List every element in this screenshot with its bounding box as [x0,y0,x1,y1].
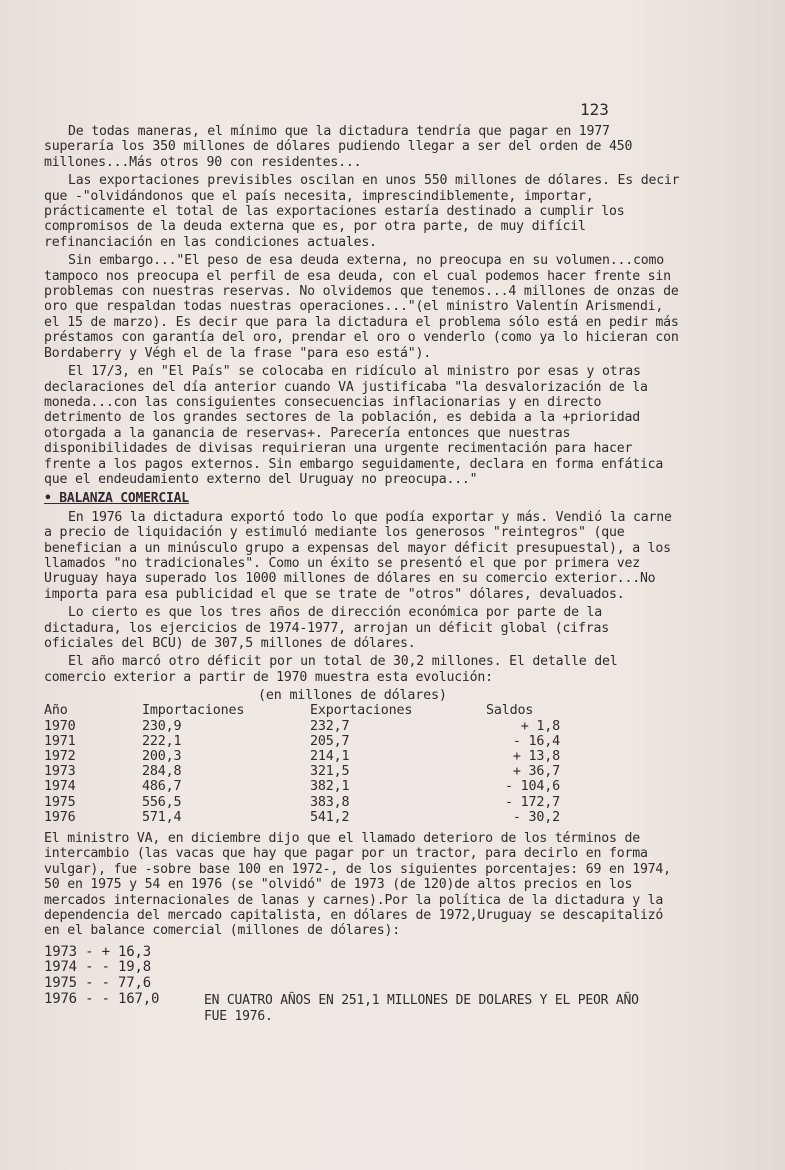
header-year: Año [44,703,68,719]
cell-imports: 200,3 [142,749,182,765]
cell-exports: 541,2 [310,809,350,825]
balance-item: 1973 - + 16,3 [44,943,151,960]
cell-imports: 556,5 [142,794,182,810]
cell-exports: 214,1 [310,749,350,765]
cell-balance: + 13,8 [512,749,560,765]
header-imports: Importaciones [142,703,245,719]
cell-imports: 222,1 [142,733,182,749]
table-row [44,810,684,825]
paragraph-2: Las exportaciones previsibles oscilan en unos 550 millones de dólares. Es decir que -"olvidándonos que el país necesita, imprescindiblemente, importar, prácticamente el total de las exportaciones estaría destinado a cumplir los compromisos de la deuda externa que es, por otra parte, de muy difícil refinanciación en las condiciones actuales. [44,173,680,250]
table-row [44,764,684,779]
page-number: 123 [580,100,609,119]
cell-imports: 230,9 [142,718,182,734]
cell-year: 1974 [44,779,76,795]
cell-balance: + 36,7 [512,764,560,780]
table-row [44,779,684,794]
cell-balance: + 1,8 [520,718,560,734]
cell-year: 1975 [44,794,76,810]
cell-exports: 232,7 [310,718,350,734]
paragraph-1: De todas maneras, el mínimo que la dictadura tendría que pagar en 1977 superaría los 350 millones de dólares pudiendo llegar a ser del orden de 450 millones...Más otros 90 con residentes... [44,124,633,170]
cell-exports: 205,7 [310,733,350,749]
cell-balance: - 172,7 [504,794,560,810]
table-row [44,749,684,764]
balance-list [44,945,684,1024]
cell-year: 1972 [44,749,76,765]
cell-imports: 486,7 [142,779,182,795]
cell-exports: 321,5 [310,764,350,780]
header-balance: Saldos [486,703,534,719]
balance-item: 1974 - - 19,8 [44,959,151,976]
table-row [44,719,684,734]
section-heading: • BALANZA COMERCIAL [44,491,684,506]
table-row [44,734,684,749]
closing-note: EN CUATRO AÑOS EN 251,1 MILLONES DE DOLARES Y EL PEOR AÑO FUE 1976. [204,993,639,1024]
cell-balance: - 104,6 [504,779,560,795]
paragraph-4: El 17/3, en "El País" se colocaba en ridículo al ministro por esas y otras declaraciones del día anterior cuando VA justificaba "la desvalorización de la moneda...con las consiguientes consecuencias inflacionarias y en directo detrimento de los grandes sectores de la población, es debida a la +prioridad otorgada a la ganancia de reservas+. Parecería entonces que nuestras disponibilidades de divisas requirieran una urgente recimentación para hacer frente a los pagos externos. Sin embargo seguidamente, declara en forma enfática que el endeudamiento externo del Uruguay no preocupa..." [44,364,664,487]
cell-balance: - 30,2 [512,809,560,825]
balance-item: 1976 - - 167,0 [44,990,160,1007]
cell-year: 1973 [44,764,76,780]
trade-table [44,688,684,825]
cell-year: 1970 [44,718,76,734]
document-body [44,124,684,1024]
cell-year: 1976 [44,809,76,825]
after-table-paragraph: El ministro VA, en diciembre dijo que el llamado deterioro de los términos de intercambio (las vacas que hay que pagar por un tractor, para decirlo en forma vulgar), fue -sobre base 100 en 1972-, de los siguientes porcentajes: 69 en 1974, 50 en 1975 y 54 en 1976 (se "olvidó" de 1973 (de 120)de altos precios en los mercados internacionales de lanas y carnes).Por la política de la dictadura y la dependencia del mercado capitalista, en dólares de 1972,Uruguay se descapitalizó en el balance comercial (millones de dólares): [44,831,671,939]
table-caption: (en millones de dólares) [258,688,447,704]
cell-balance: - 16,4 [512,733,560,749]
cell-imports: 571,4 [142,809,182,825]
section-paragraph-3: El año marcó otro déficit por un total de 30,2 millones. El detalle del comercio exterior a partir de 1970 muestra esta evolución: [44,654,618,685]
cell-year: 1971 [44,733,76,749]
balance-item: 1975 - - 77,6 [44,975,151,992]
header-exports: Exportaciones [310,703,413,719]
section-paragraph-1: En 1976 la dictadura exportó todo lo que podía exportar y más. Vendió la carne a precio de liquidación y estimuló mediante los generosos "reintegros" (que benefician a un minúsculo grupo a expensas del mayor déficit presupuestal), a los llamados "no tradicionales". Como un éxito se presentó el que por primera vez Uruguay haya superado los 1000 millones de dólares en su comercio exterior...No importa para esa publicidad el que se trate de "otros" dólares, devaluados. [44,509,672,602]
cell-imports: 284,8 [142,764,182,780]
cell-exports: 383,8 [310,794,350,810]
table-header-row [44,703,684,718]
paragraph-3: Sin embargo..."El peso de esa deuda externa, no preocupa en su volumen...como tampoco nos preocupa el perfil de esa deuda, con el cual podemos hacer frente sin problemas con nuestras reservas. No olvidemos que tenemos...4 millones de onzas de oro que respaldan todas nuestras operaciones..."(el ministro Valentín Arismendi, el 15 de marzo). Es decir que para la dictadura el problema sólo está en pedir más préstamos con garantía del oro, prendar el oro o venderlo (como ya lo hicieran con Bordaberry y Végh el de la frase "para eso está"). [44,253,679,361]
cell-exports: 382,1 [310,779,350,795]
section-paragraph-2: Lo cierto es que los tres años de dirección económica por parte de la dictadura, los ejercicios de 1974-1977, arrojan un déficit global (cifras oficiales del BCU) de 307,5 millones de dólares. [44,605,609,651]
table-row [44,795,684,810]
